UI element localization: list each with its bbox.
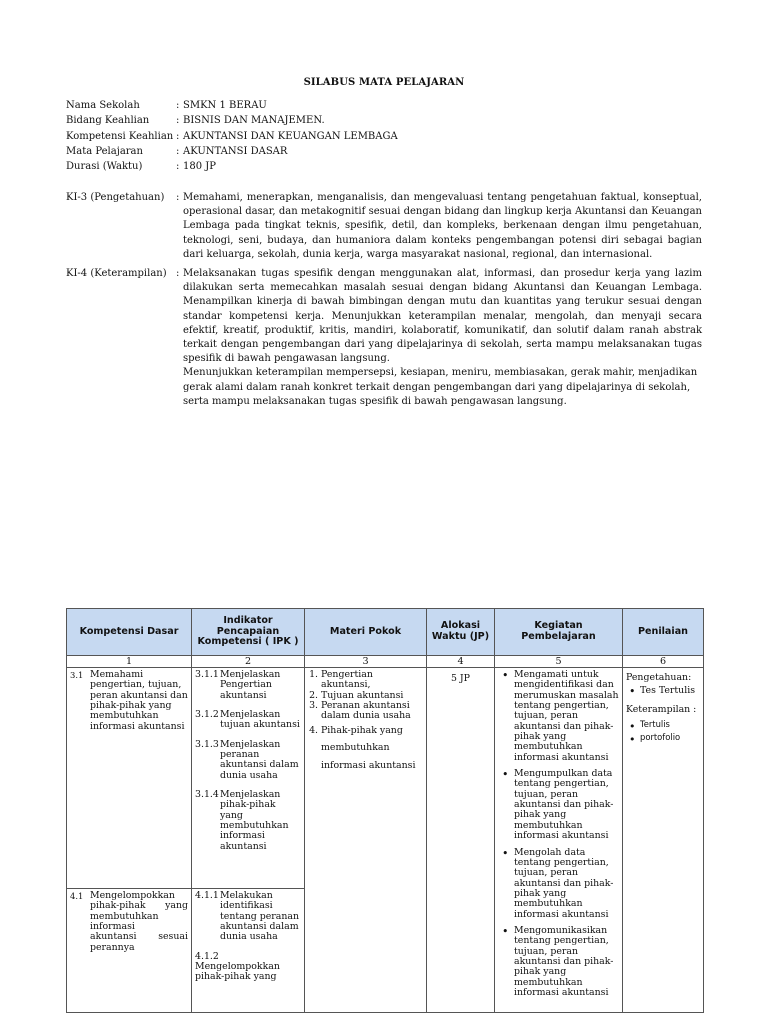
penilaian-keterampilan-label: Keterampilan : [626,703,697,715]
ipk-text: Melakukan identifikasi tentang peranan akuntansi dalam dunia usaha [220,890,300,943]
penilaian-keterampilan-list [626,718,700,744]
identity-label: Kompetensi Keahlian [66,130,174,142]
kd-text-line: informasi [90,921,135,933]
kegiatan-list [498,670,619,998]
ipk-number: 3.1.2 [195,709,219,721]
materi-list [308,670,423,774]
list-item: • Mengamati untuk mengidentifikasi dan merumuskan masalah tentang pengertian, tujuan, peran akuntansi dan pihak-pihak yang membutuhkan informasi akuntansi [514,670,619,763]
column-number: 2 [192,656,305,668]
syllabus-table [66,608,704,1013]
ki4-label: KI-4 (Keterampilan) [66,268,167,279]
list-item: 2. Tujuan akuntansi [321,691,423,701]
ipk-number: 4.1.2 [195,950,219,962]
column-number: 3 [305,656,427,668]
ipk-text: Mengelompokkan pihak-pihak yang [195,961,280,983]
header-penilaian: Penilaian [623,609,704,656]
kd-text-line: membutuhkan [90,910,159,922]
kegiatan-cell [495,668,623,1013]
kd-number: 3.1 [70,670,84,680]
penilaian-cell [623,668,704,1013]
identity-label: Nama Sekolah [66,100,140,111]
ki4-block: KI-4 (Keterampilan) : Melaksanakan tugas spesifik dengan menggunakan alat, informasi, dan prosedur kerja yang lazim dilakukan serta memecahkan masalah sesuai dengan bidang Akuntansi dan Keuangan Lembaga. Menampilkan kinerja di bawah bimbingan dengan mutu dan kuantitas yang terukur sesuai dengan standar kompetensi kerja. Menunjukkan keterampilan menalar, mengolah, dan menyaji secara efektif, kreatif, produktif, kritis, mandiri, kolaboratif, komunikatif, dan solutif dalam ranah abstrak terkait dengan pengembangan dari yang dipelajarinya di sekolah, serta mampu melaksanakan tugas spesifik di bawah pengawasan langsung. Menunjukkan keterampilan mempersepsi, kesiapan, meniru, membiasakan, gerak mahir, menjadikan gerak alami dalam ranah konkret terkait dengan pengembangan dari yang dipelajarinya di sekolah, serta mampu melaksanakan tugas spesifik di bawah pengawasan langsung. [66,267,702,409]
ipk-4-cell [192,889,305,1013]
identity-value: SMKN 1 BERAU [183,100,267,111]
identity-row-subject: Mata Pelajaran : AKUNTANSI DASAR [66,145,706,160]
identity-row-competency: Kompetensi Keahlian : AKUNTANSI DAN KEUANGAN LEMBAGA [66,130,706,145]
ipk-number: 3.1.1 [195,669,219,680]
ipk-text: Menjelaskan tujuan akuntansi [220,709,300,731]
header-kompetensi-dasar: Kompetensi Dasar [67,609,192,656]
ipk-text: Menjelaskan pihak-pihak yang membutuhkan informasi akuntansi [220,789,289,852]
penilaian-pengetahuan-label: Pengetahuan: [626,672,692,683]
identity-value: 180 JP [183,161,217,173]
ipk-number: 3.1.4 [195,789,219,801]
list-item: 3. Peranan akuntansi dalam dunia usaha [321,701,423,722]
header-kegiatan: Kegiatan Pembelajaran [495,609,623,656]
identity-row-duration: Durasi (Waktu) : 180 JP [66,160,706,175]
ki4-text-2: Menunjukkan keterampilan mempersepsi, kesiapan, meniru, membiasakan, gerak mahir, menjadikan gerak alami dalam ranah konkret terkait dengan pengembangan dari yang dipelajarinya di sekolah, serta mampu melaksanakan tugas spesifik di bawah pengawasan langsung. [183,367,698,407]
table-row [67,668,704,889]
identity-row-school: Nama Sekolah : SMKN 1 BERAU [66,99,706,114]
ipk-number: 3.1.3 [195,738,219,750]
ipk-text: Menjelaskan peranan akuntansi dalam dunia usaha [220,738,299,781]
identity-value: AKUNTANSI DASAR [183,145,288,157]
ki4-text-1: Melaksanakan tugas spesifik dengan menggunakan alat, informasi, dan prosedur kerja yang lazim dilakukan serta memecahkan masalah sesuai dengan bidang Akuntansi dan Keuangan Lembaga. Menampilkan kinerja di bawah bimbingan dengan mutu dan kuantitas yang terukur sesuai dengan standar kompetensi kerja. Menunjukkan keterampilan menalar, mengolah, dan menyaji secara efektif, kreatif, produktif, kritis, mandiri, kolaboratif, komunikatif, dan solutif dalam ranah abstrak terkait dengan pengembangan dari yang dipelajarinya di sekolah, serta mampu melaksanakan tugas spesifik di bawah pengawasan langsung. [183,268,702,365]
ipk-3-cell [192,668,305,889]
kd-text-line: pihak-pihak yang [90,900,188,912]
identity-row-field: Bidang Keahlian : BISNIS DAN MANAJEMEN. [66,114,706,129]
materi-cell [305,668,427,1013]
ki3-block: KI-3 (Pengetahuan) : Memahami, menerapkan, menganalisis, dan mengevaluasi tentang pengetahuan faktual, konseptual, operasional dasar, dan metakognitif sesuai dengan bidang dan lingkup kerja Akuntansi dan Keuangan Lembaga pada tingkat teknis, spesifik, detil, dan kompleks, berkenaan dengan ilmu pengetahuan, teknologi, seni, budaya, dan humaniora dalam konteks pengembangan potensi diri sebagai bagian dari keluarga, sekolah, dunia kerja, warga masyarakat nasional, regional, dan internasional. [66,191,702,262]
ki3-text: Memahami, menerapkan, menganalisis, dan mengevaluasi tentang pengetahuan faktual, konseptual, operasional dasar, dan metakognitif sesuai dengan bidang dan lingkup kerja Akuntansi dan Keuangan Lembaga pada tingkat teknis, spesifik, detil, dan kompleks, berkenaan dengan ilmu pengetahuan, teknologi, seni, budaya, dan humaniora dalam konteks pengembangan potensi diri sebagai bagian dari keluarga, sekolah, dunia kerja, warga masyarakat nasional, regional, dan internasional. [183,192,702,260]
kd-text-line: Mengelompokkan [90,890,175,901]
alokasi-cell: 5 JP [427,668,495,1013]
column-number: 5 [495,656,623,668]
kd-text-line: perannya [90,941,135,953]
ipk-number: 4.1.1 [195,890,219,901]
kd-text-line: akuntansi sesuai [90,931,188,943]
header-materi-pokok: Materi Pokok [305,609,427,656]
list-item: 4. Pihak-pihak yang membutuhkan informasi akuntansi [321,722,423,774]
column-number: 6 [623,656,704,668]
list-item: • Tes Tertulis [640,686,700,696]
kd-number: 4.1 [70,891,84,901]
list-item: • Mengolah data tentang pengertian, tujuan, peran akuntansi dan pihak-pihak yang membutuhkan informasi akuntansi [514,848,619,920]
list-item: • Mengomunikasikan tentang pengertian, tujuan, peran akuntansi dan pihak-pihak yang membutuhkan informasi akuntansi [514,926,619,998]
identity-label: Mata Pelajaran [66,145,143,157]
identity-label: Durasi (Waktu) [66,161,143,173]
ki3-label: KI-3 (Pengetahuan) [66,192,165,203]
penilaian-pengetahuan-list [626,686,700,696]
kd-3-1-cell [67,668,192,889]
kd-4-1-cell [67,889,192,1013]
identity-value: BISNIS DAN MANAJEMEN. [183,115,325,127]
header-alokasi-waktu: Alokasi Waktu (JP) [427,609,495,656]
list-item: • Tertulis [640,718,700,731]
identity-block [66,99,706,175]
list-item: • Mengumpulkan data tentang pengertian, tujuan, peran akuntansi dan pihak-pihak yang membutuhkan informasi akuntansi [514,769,619,841]
list-item: • portofolio [640,731,700,744]
column-number: 4 [427,656,495,668]
header-ipk: Indikator Pencapaian Kompetensi ( IPK ) [192,609,305,656]
identity-value: AKUNTANSI DAN KEUANGAN LEMBAGA [183,130,398,142]
list-item: 1. Pengertian akuntansi, [321,670,423,691]
ipk-text: Menjelaskan Pengertian akuntansi [220,669,281,701]
kd-text: Memahami pengertian, tujuan, peran akuntansi dan pihak-pihak yang membutuhkan informasi akuntansi [90,669,188,732]
document-title: SILABUS MATA PELAJARAN [303,77,465,88]
identity-label: Bidang Keahlian [66,115,150,127]
column-number: 1 [67,656,192,668]
table-header-row [67,609,704,656]
column-number-row [67,656,704,668]
